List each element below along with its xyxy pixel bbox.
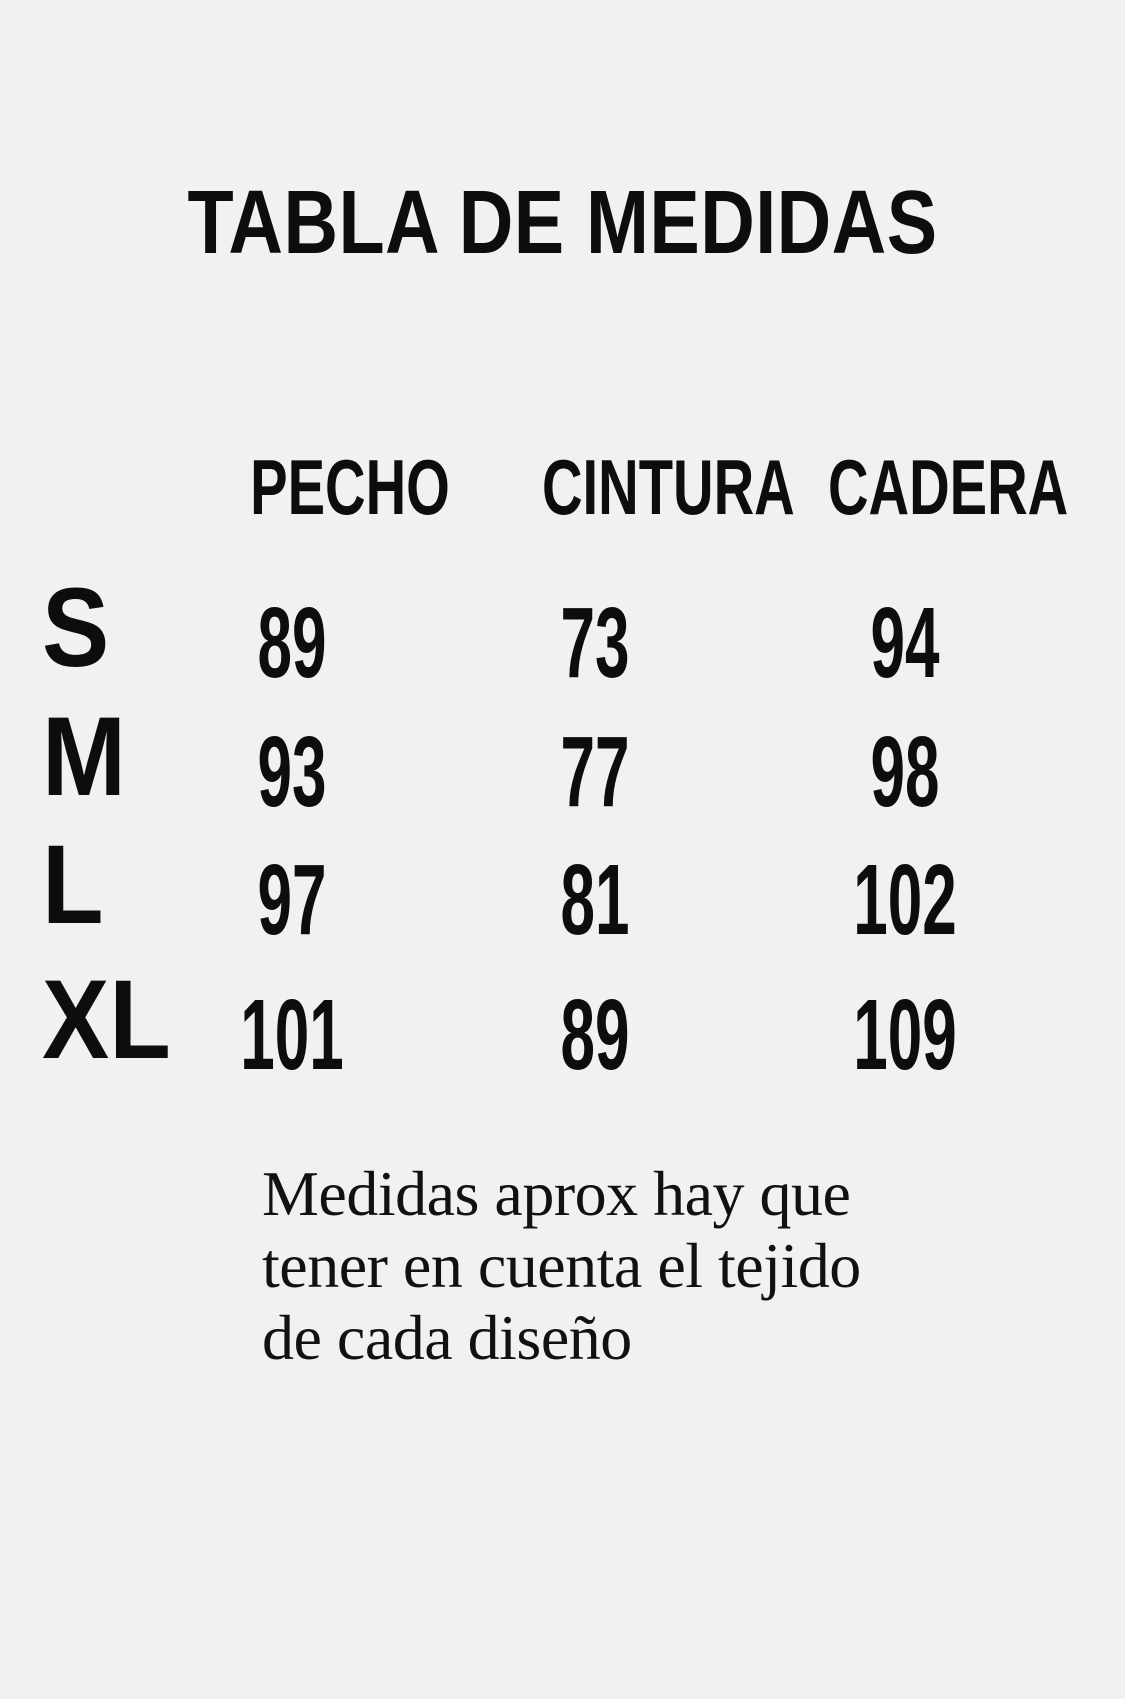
page-title: TABLA DE MEDIDAS: [187, 173, 938, 273]
note-line-1: Medidas aprox hay que: [262, 1158, 851, 1229]
size-label-m: M: [42, 694, 126, 819]
value-m-cintura: 77: [560, 716, 630, 828]
table-row-s: [0, 565, 1125, 699]
table-row-xl: [0, 957, 1125, 1091]
value-xl-cadera: 109: [853, 979, 957, 1091]
note-line-2: tener en cuenta el tejido: [262, 1230, 861, 1301]
size-label-xl: XL: [42, 957, 171, 1082]
size-label-l: L: [42, 822, 104, 947]
value-xl-pecho: 101: [240, 979, 344, 1091]
column-header-cadera: CADERA: [828, 443, 1069, 531]
value-l-cintura: 81: [560, 844, 630, 956]
table-row-m: [0, 694, 1125, 828]
value-l-cadera: 102: [853, 844, 957, 956]
value-l-pecho: 97: [257, 844, 327, 956]
note-text: [262, 1158, 861, 1374]
value-s-cintura: 73: [560, 587, 630, 699]
value-s-pecho: 89: [257, 587, 327, 699]
value-m-cadera: 98: [870, 716, 940, 828]
value-xl-cintura: 89: [560, 979, 630, 1091]
value-s-cadera: 94: [870, 587, 940, 699]
table-row-l: [0, 822, 1125, 956]
column-header-cintura: CINTURA: [542, 443, 795, 531]
value-m-pecho: 93: [257, 716, 327, 828]
column-header-pecho: PECHO: [250, 443, 450, 531]
size-label-s: S: [42, 565, 110, 690]
note-line-3: de cada diseño: [262, 1302, 632, 1373]
